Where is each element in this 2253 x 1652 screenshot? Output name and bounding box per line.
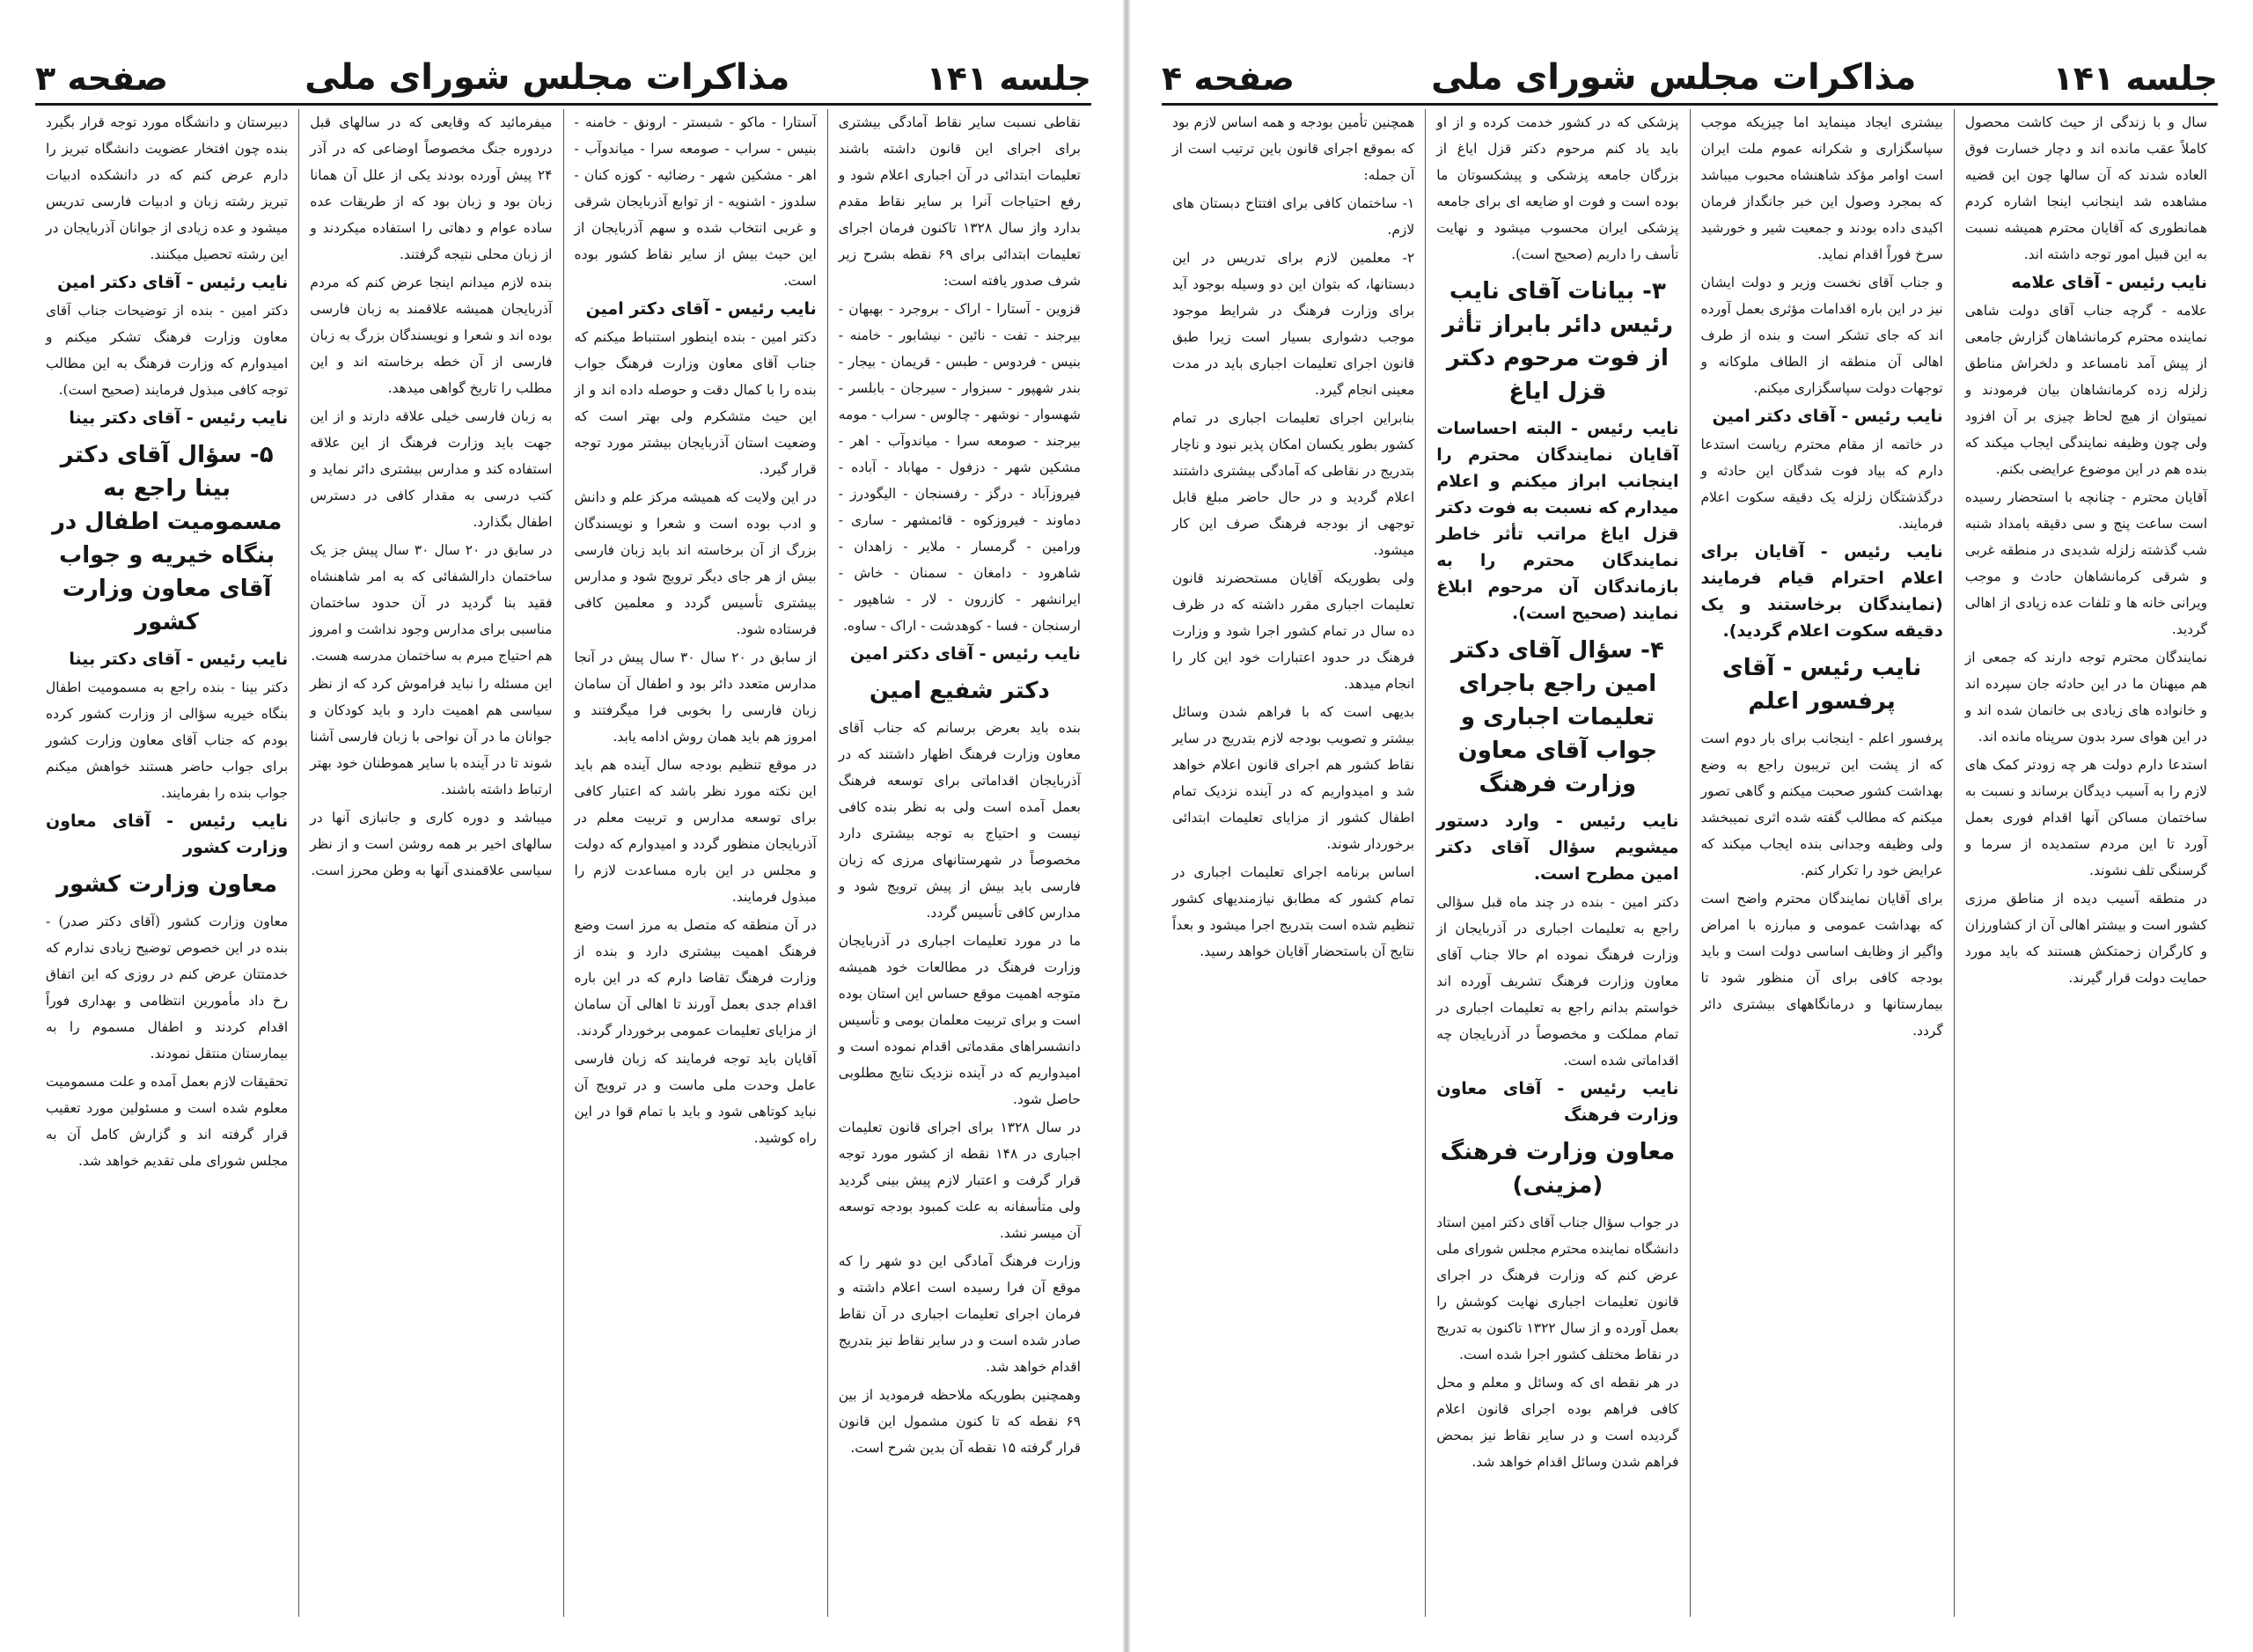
right-page (1126, 0, 2253, 1652)
paragraph: اساس برنامه اجرای تعلیمات اجباری در تمام کشور که مطابق نیازمندیهای کشور تنظیم شده است بتدریج اجرا میشود و بعداً نتایج آن باستحضار آقایان خواهد رسید. (1172, 864, 1415, 959)
speaker-line: نایب رئیس - وارد دستور میشویم سؤال آقای دکتر امین مطرح است. (1436, 811, 1679, 884)
paragraph: نمایندگان محترم توجه دارند که جمعی از هم میهنان ما در این حادثه جان سپرده اند و خانواده های زیادی بی خانمان شده اند و در این هوای سرد بدون سرپناه مانده اند. (1964, 650, 2207, 745)
paragraph: ولی بطوریکه آقایان مستحضرند قانون تعلیمات اجباری مقرر داشته که در ظرف ده سال در تمام کشور اجرا شود و وزارت فرهنگ در حدود اعتبارات خود این کار را انجام میدهد. (1172, 570, 1415, 692)
left-column-3 (298, 109, 562, 1617)
paragraph: در موقع تنظیم بودجه سال آینده هم باید این نکته مورد نظر باشد که اعتبار کافی برای توسعه مدارس و تربیت معلم در آذربایجان منظور گردد و امیدوارم که دولت و مجلس در این باره مساعدت لازم را مبذول فرمایند. (574, 757, 817, 905)
paragraph: بنده لازم میدانم اینجا عرض کنم که مردم آذربایجان همیشه علاقمند به زبان فارسی بوده اند و شعرا و نویسندگان بزرگ به زبان فارسی از آن خطه برخاسته اند و این مطلب را تاریخ گواهی میدهد. (310, 275, 553, 396)
paragraph: معاون وزارت کشور (آقای دکتر صدر) - بنده در این خصوص توضیح زیادی ندارم که خدمتتان عرض کنم در روزی که این اتفاق رخ داد مأمورین انتظامی و بهداری فوراً اقدام کردند و اطفال مسموم را به بیمارستان منتقل نمودند. (46, 914, 289, 1061)
right-page-number: صفحه ۴ (1162, 59, 1295, 98)
speaker-line: نایب رئیس - آقای دکتر امین (1712, 407, 1943, 426)
section-heading: ۴- سؤال آقای دکتر امین راجع باجرای تعلیمات اجباری و جواب آقای معاون وزارت فرهنگ (1450, 637, 1664, 797)
section-heading: دکتر شفیع امین (869, 678, 1050, 704)
paragraph: در آن منطقه که متصل به مرز است وضع فرهنگ اهمیت بیشتری دارد و بنده از وزارت فرهنگ تقاضا دارم که در این باره اقدام جدی بعمل آورند تا اهالی آن سامان از مزایای تعلیمات عمومی برخوردار گردند. (574, 917, 817, 1039)
paragraph: بنده باید بعرض برسانم که جناب آقای معاون وزارت فرهنگ اظهار داشتند که در آذربایجان اقداماتی برای توسعه فرهنگ بعمل آمده است ولی به نظر بنده کافی نیست و احتیاج به توجه بیشتری دارد مخصوصاً در شهرستانهای مرزی که زبان فارسی باید بیش از پیش ترویج شود و مدارس کافی تأسیس گردد. (838, 720, 1081, 921)
paragraph: از سابق در ۲۰ سال ۳۰ سال پیش در آنجا مدارس متعدد دائر بود و اطفال آن سامان زبان فارسی را بخوبی فرا میگرفتند و امروز هم باید همان روش ادامه یابد. (574, 650, 817, 745)
speaker-line: نایب رئیس - آقای دکتر بینا (69, 650, 289, 669)
speaker-line: نایب رئیس - آقای دکتر امین (57, 273, 289, 292)
paragraph: در منطقه آسیب دیده از مناطق مرزی کشور است و بیشتر اهالی آن از کشاورزان و کارگران زحمتکش هستند که باید مورد حمایت دولت قرار گیرند. (1964, 891, 2207, 986)
paragraph: بنابراین اجرای تعلیمات اجباری در تمام کشور بطور یکسان امکان پذیر نبود و ناچار بتدریج در نقاطی که آمادگی بیشتری داشتند اعلام گردید و در حال حاضر مبلغ قابل توجهی از بودجه فرهنگ صرف این کار میشود. (1172, 410, 1415, 558)
left-page (0, 0, 1126, 1652)
left-session-number: جلسه ۱۴۱ (926, 59, 1091, 98)
right-column-4 (1162, 109, 1425, 1617)
section-heading: نایب رئیس - آقای پرفسور اعلم (1721, 655, 1922, 715)
section-heading: معاون وزارت فرهنگ (مزینی) (1440, 1139, 1676, 1199)
right-columns (1162, 109, 2218, 1617)
paragraph: وزارت فرهنگ آمادگی این دو شهر را که موقع آن فرا رسیده است اعلام داشته و فرمان اجرای تعلیمات اجباری در آن نقاط صادر شده است و در سایر نقاط نیز بتدریج اقدام خواهد شد. (838, 1253, 1081, 1375)
paragraph: این مسئله را نباید فراموش کرد که از نظر سیاسی هم اهمیت دارد و باید کودکان و جوانان ما در آن نواحی با زبان فارسی آشنا شوند تا در آینده با سایر هموطنان خود بهتر ارتباط داشته باشند. (310, 676, 553, 797)
right-column-3 (1425, 109, 1689, 1617)
paragraph: قزوین - آستارا - اراک - بروجرد - بهبهان - بیرجند - تفت - نائین - نیشابور - خامنه - بنیس - فردوس - طبس - قریمان - بیجار - بندر شهپور - سبزوار - سیرجان - بابلسر - شهسوار - نوشهر - چالوس - سراب - مومه بیرجند - صومعه سرا - میاندوآب - اهر - مشکین شهر - دزفول - مهاباد - آباده - فیروزآباد - درگز - رفسنجان - الیگودرز - دماوند - فیروزکوه - قائمشهر - ساری - ورامین - گرمسار - ملایر - زاهدان - شاهرود - دامغان - سمنان - خاش - ایرانشهر - کازرون - لار - شاهپور - ارسنجان - فسا - کوهدشت - اراک - ساوه. (838, 301, 1081, 634)
left-page-header (35, 48, 1091, 106)
paragraph: استدعا دارم دولت هر چه زودتر کمک های لازم را به آسیب دیدگان برساند و نسبت به ساختمان مساکن آنها اقدام فوری بعمل آورد تا این مردم ستمدیده از سرما و گرسنگی تلف نشوند. (1964, 757, 2207, 878)
paragraph: و جناب آقای نخست وزیر و دولت ایشان نیز در این باره اقدامات مؤثری بعمل آورده اند که جای تشکر است و بنده از طرف اهالی آن منطقه از الطاف ملوکانه و توجهات دولت سپاسگزاری میکنم. (1700, 275, 1943, 396)
left-column-2 (563, 109, 827, 1617)
left-columns (35, 109, 1091, 1617)
paragraph: پزشکی که در کشور خدمت کرده و از او باید یاد کنم مرحوم دکتر قزل ایاغ از بزرگان جامعه پزشکی و پیشکسوتان ما بوده است و فوت او ضایعه ای برای جامعه پزشکی ایران محسوب میشود و نهایت تأسف را داریم (صحیح است). (1436, 114, 1679, 262)
paragraph: علامه - گرچه جناب آقای دولت شاهی نماینده محترم کرمانشاهان گزارش جامعی از پیش آمد نامساعد و دلخراش مناطق زلزله زده کرمانشاهان بیان فرمودند و نمیتوان از هیچ لحاظ چیزی بر آن افزود ولی چون وظیفه نمایندگی ایجاب میکند که بنده هم در این موضوع عرایضی بکنم. (1964, 303, 2207, 477)
right-session-number: جلسه ۱۴۱ (2052, 59, 2218, 98)
paragraph: سال و با زندگی از حیث کاشت محصول کاملاً عقب مانده اند و دچار خسارت فوق العاده شدند که آن سالها چون این قضیه مشاهده شد اینجانب اینجا اشاره کردم همانطوری که آقایان محترم همیشه نسبت به این قبیل امور توجه داشته اند. (1964, 114, 2207, 262)
paragraph: به زبان فارسی خیلی علاقه دارند و از این جهت باید وزارت فرهنگ از این علاقه استفاده کند و مدارس بیشتری دائر نماید و کتب درسی به مقدار کافی در دسترس اطفال بگذارد. (310, 408, 553, 530)
paragraph: دکتر امین - بنده اینطور استنباط میکنم که جناب آقای معاون وزارت فرهنگ جواب بنده را با کمال دقت و حوصله داده اند و از این حیث متشکرم ولی بهتر است که وضعیت استان آذربایجان بیشتر مورد توجه قرار گیرد. (574, 329, 817, 477)
speaker-line: نایب رئیس - آقای علامه (2011, 273, 2207, 292)
paragraph: در جواب سؤال جناب آقای دکتر امین استاد دانشگاه نماینده محترم مجلس شورای ملی عرض کنم که وزارت فرهنگ در اجرای قانون تعلیمات اجباری نهایت کوشش را بعمل آورده و از سال ۱۳۲۲ تاکنون به تدریج در نقاط مختلف کشور اجرا شده است. (1436, 1215, 1679, 1362)
paragraph: وهمچنین بطوریکه ملاحظه فرمودید از بین ۶۹ نقطه که تا کنون مشمول این قانون قرار گرفته ۱۵ نقطه آن بدین شرح است. (838, 1387, 1081, 1456)
paragraph: تحقیقات لازم بعمل آمده و علت مسمومیت معلوم شده است و مسئولین مورد تعقیب قرار گرفته اند و گزارش کامل آن به مجلس شورای ملی تقدیم خواهد شد. (46, 1074, 289, 1169)
paragraph: میباشد و دوره کاری و جانبازی آنها در سالهای اخیر بر همه روشن است و از نظر سیاسی علاقمندی آنها به وطن محرز است. (310, 810, 553, 878)
paragraph: در این ولایت که همیشه مرکز علم و دانش و ادب بوده است و شعرا و نویسندگان بزرگ از آن برخاسته اند باید زبان فارسی بیش از هر جای دیگر ترویج شود و مدارس بیشتری تأسیس گردد و معلمین کافی فرستاده شود. (574, 489, 817, 637)
speaker-line: نایب رئیس - آقای دکتر امین (585, 299, 817, 319)
left-page-title: مذاکرات مجلس شورای ملی (305, 57, 790, 98)
right-column-2 (1690, 109, 1954, 1617)
paragraph: همچنین تأمین بودجه و همه اساس لازم بود که بموقع اجرای قانون باین ترتیب است از آن جمله: (1172, 114, 1415, 183)
section-heading: ۵- سؤال آقای دکتر بینا راجع به مسمومیت اطفال در بنگاه خیریه و جواب آقای معاون وزارت کشور (51, 442, 283, 635)
paragraph: در خاتمه از مقام محترم ریاست استدعا دارم که بیاد فوت شدگان این حادثه و درگذشتگان زلزله یک دقیقه سکوت اعلام فرمایند. (1700, 437, 1943, 532)
paragraph: ۲- معلمین لازم برای تدریس در این دبستانها، که بتوان این دو وسیله بوجود آید برای وزارت فرهنگ در شرایط موجود موجب دشواری بسیار است زیرا طبق قانون اجرای تعلیمات اجباری باید در مدت معینی انجام گیرد. (1172, 250, 1415, 398)
paragraph: میفرمائید که وقایعی که در سالهای قبل دردوره جنگ مخصوصاً اوضاعی که در آذر ۲۴ پیش آورده بودند یکی از علل آن همانا زبان بود و زبان بود که از طریقات عده ساده عوام و دهاتی را استفاده میکردند و از زبان محلی نتیجه گرفتند. (310, 114, 553, 262)
paragraph: بیشتری ایجاد مینماید اما چیزیکه موجب سپاسگزاری و شکرانه عموم ملت ایران است اوامر مؤکد شاهنشاه محبوب میباشد که بمجرد وصول این خبر جانگداز فرمان اکیدی داده بودند و جمعیت شیر و خورشید سرخ فوراً اقدام نماید. (1700, 114, 1943, 262)
right-column-1 (1954, 109, 2218, 1617)
paragraph: ۱- ساختمان کافی برای افتتاح دبستان های لازم. (1172, 195, 1415, 238)
paragraph: بدیهی است که با فراهم شدن وسائل بیشتر و تصویب بودجه لازم بتدریج در سایر نقاط کشور هم اجرای قانون اعلام خواهد شد و امیدواریم که در آینده نزدیک تمام اطفال کشور از مزایای تعلیمات ابتدائی برخوردار شوند. (1172, 704, 1415, 852)
paragraph: دبیرستان و دانشگاه مورد توجه قرار بگیرد بنده چون افتخار عضویت دانشگاه تبریز را دارم عرض کنم که در دانشکده ادبیات تبریز رشته زبان و ادبیات فارسی تدریس میشود و عده زیادی از جوانان آذربایجان در این رشته تحصیل میکنند. (46, 114, 289, 262)
speaker-line: نایب رئیس - آقای دکتر بینا (69, 408, 289, 428)
paragraph: در هر نقطه ای که وسائل و معلم و محل کافی فراهم بوده اجرای قانون اعلام گردیده است و در سایر نقاط نیز بمحض فراهم شدن وسائل اقدام خواهد شد. (1436, 1375, 1679, 1470)
paragraph: نقاطی نسبت سایر نقاط آمادگی بیشتری برای اجرای این قانون داشته باشند تعلیمات ابتدائی در آن اجباری اعلام شود و رفع احتیاجات آنرا بر سایر نقاط مقدم بدارد واز سال ۱۳۲۸ تاکنون فرمان اجرای تعلیمات ابتدائی برای ۶۹ نقطه بشرح زیر شرف صدور یافته است: (838, 114, 1082, 289)
paragraph: دکتر امین - بنده از توضیحات جناب آقای معاون وزارت فرهنگ تشکر میکنم و امیدوارم که وزارت فرهنگ به این مطالب توجه کافی مبذول فرمایند (صحیح است). (46, 303, 289, 398)
paragraph: دکتر امین - بنده در چند ماه قبل سؤالی راجع به تعلیمات اجباری در آذربایجان از وزارت فرهنگ نموده ام حالا جناب آقای معاون وزارت فرهنگ تشریف آورده اند خواستم بدانم راجع به تعلیمات اجباری در تمام مملکت و مخصوصاً در آذربایجان چه اقداماتی شده است. (1436, 894, 1679, 1068)
section-heading: ۳- بیانات آقای نایب رئیس دائر بابراز تأثر از فوت مرحوم دکتر قزل ایاغ (1442, 278, 1673, 405)
paragraph: دکتر بینا - بنده راجع به مسمومیت اطفال بنگاه خیریه سؤالی از وزارت کشور کرده بودم که جناب آقای معاون وزارت کشور برای جواب حاضر هستند خواهش میکنم جواب بنده را بفرمایند. (46, 679, 289, 801)
speaker-line: نایب رئیس - آقایان برای اعلام احترام قیام فرمایند (نمایندگان برخاستند و یک دقیقه سکوت اعلام گردید). (1700, 542, 1943, 641)
paragraph: آقایان محترم - چنانچه با استحضار رسیده است ساعت پنج و سی دقیقه بامداد شنبه شب گذشته زلزله شدیدی در منطقه غربی و شرقی کرمانشاهان حادث و موجب ویرانی خانه ها و تلفات عده زیادی از اهالی گردید. (1964, 489, 2207, 637)
paragraph: پرفسور اعلم - اینجانب برای بار دوم است که از پشت این تریبون راجع به وضع بهداشت کشور صحبت میکنم و گاهی تصور میکنم که مطالب گفته شده اثری نمیبخشد ولی وظیفه وجدانی بنده ایجاب میکند که عرایض خود را تکرار کنم. (1700, 731, 1943, 878)
right-page-header (1162, 48, 2218, 106)
paragraph: ما در مورد تعلیمات اجباری در آذربایجان وزارت فرهنگ در مطالعات خود همیشه متوجه اهمیت موقع حساس این استان بوده است و برای تربیت معلمان بومی و تأسیس دانشسراهای مقدماتی اقدام نموده است و امیدواریم که در آینده نزدیک نتایج مطلوبی حاصل شود. (838, 933, 1081, 1107)
paragraph: آستارا - ماکو - شبستر - ارونق - خامنه - بنیس - سراب - صومعه سرا - میاندوآب - اهر - مشکین شهر - رضائیه - کوزه کنان - سلدوز - اشنویه - از توابع آذربایجان شرقی و غربی انتخاب شده و سهم آذربایجان از این حیث بیش از سایر نقاط کشور بوده است. (574, 114, 817, 289)
section-heading: معاون وزارت کشور (56, 871, 278, 898)
left-page-number: صفحه ۳ (35, 59, 168, 98)
speaker-line: نایب رئیس - آقای معاون وزارت کشور (46, 811, 289, 857)
right-page-title: مذاکرات مجلس شورای ملی (1431, 57, 1917, 98)
paragraph: آقایان باید توجه فرمایند که زبان فارسی عامل وحدت ملی ماست و در ترویج آن نباید کوتاهی شود و باید با تمام قوا در این راه کوشید. (574, 1051, 817, 1146)
speaker-line: نایب رئیس - البته احساسات آقایان نمایندگان محترم را اینجانب ابراز میکنم و اعلام میدارم که نسبت به فوت دکتر قزل ایاغ مراتب تأثر خاطر نمایندگان محترم را به بازماندگان آن مرحوم ابلاغ نمایند (صحیح است). (1436, 419, 1679, 623)
paragraph: در سال ۱۳۲۸ برای اجرای قانون تعلیمات اجباری در ۱۴۸ نقطه از کشور مورد توجه قرار گرفت و اعتبار لازم پیش بینی گردید ولی متأسفانه به علت کمبود بودجه توسعه آن میسر نشد. (838, 1120, 1081, 1241)
paragraph: در سابق در ۲۰ سال ۳۰ سال پیش جز یک ساختمان دارالشفائی که به امر شاهنشاه فقید بنا گردید در آن حدود ساختمان مناسبی برای مدارس وجود نداشت و امروز هم احتیاج مبرم به ساختمان مدرسه هست. (310, 542, 553, 664)
speaker-line: نایب رئیس - آقای معاون وزارت فرهنگ (1436, 1079, 1679, 1125)
paragraph: برای آقایان نمایندگان محترم واضح است که بهداشت عمومی و مبارزه با امراض واگیر از وظایف اساسی دولت است و باید بودجه کافی برای آن منظور شود تا بیمارستانها و درمانگاههای بیشتری دائر گردد. (1700, 891, 1943, 1039)
left-column-4 (35, 109, 298, 1617)
left-column-1 (827, 109, 1091, 1617)
speaker-line: نایب رئیس - آقای دکتر امین (849, 644, 1081, 664)
